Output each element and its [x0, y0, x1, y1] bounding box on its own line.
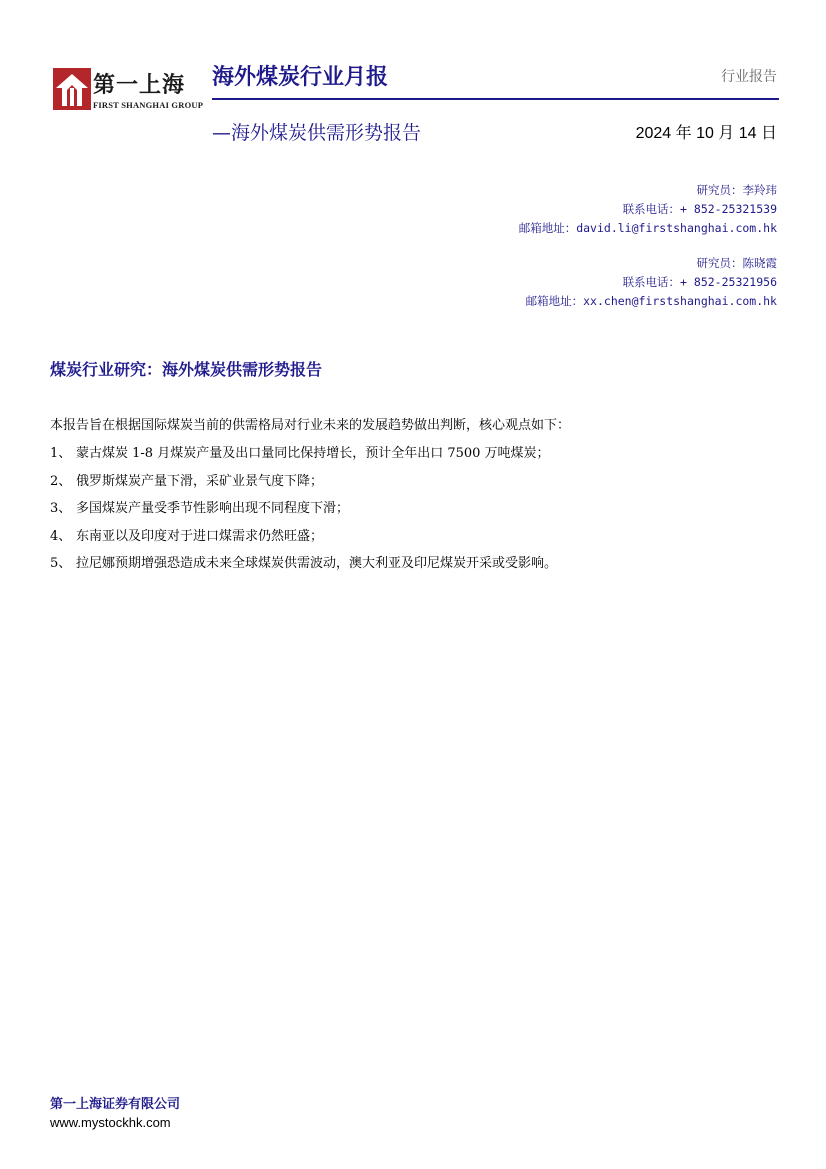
report-date: 2024 年 10 月 14 日 — [635, 125, 777, 142]
key-point-item — [50, 527, 780, 555]
report-title: 海外煤炭行业月报 — [212, 65, 389, 90]
researcher-phone: 联系电话：+ 852-25321539 — [622, 202, 777, 216]
key-point-number: 4、 — [50, 528, 72, 544]
key-point-text: 多国煤炭产量受季节性影响出现不同程度下滑； — [76, 501, 350, 516]
researcher-name: 研究员：陈晓霞 — [696, 256, 777, 270]
report-subtitle: —海外煤炭供需形势报告 — [212, 122, 422, 144]
researcher-name: 研究员：李羚玮 — [696, 183, 777, 197]
key-point-number: 3、 — [50, 501, 72, 516]
key-point-text: 俄罗斯煤炭产量下滑，采矿业景气度下降； — [76, 473, 324, 489]
key-point-item — [50, 444, 780, 472]
company-logo — [53, 68, 204, 112]
researcher-email[interactable]: 邮箱地址：xx.chen@firstshanghai.com.hk — [525, 294, 777, 308]
report-type-label: 行业报告 — [721, 69, 777, 85]
logo-english-text: FIRST SHANGHAI GROUP — [93, 100, 204, 110]
researcher-phone: 联系电话：+ 852-25321956 — [622, 275, 777, 289]
researcher-email[interactable]: 邮箱地址：david.li@firstshanghai.com.hk — [518, 221, 777, 235]
logo-chinese-text: 第一上海 — [93, 72, 186, 98]
key-point-text: 东南亚以及印度对于进口煤需求仍然旺盛； — [76, 528, 324, 544]
key-point-text: 蒙古煤炭 1-8 月煤炭产量及出口量同比保持增长，预计全年出口 7500 万吨煤炭； — [76, 446, 550, 461]
key-point-item — [50, 554, 780, 582]
key-point-item — [50, 499, 780, 527]
analyst-contact-block — [519, 181, 777, 238]
key-point-number: 2、 — [50, 473, 72, 489]
key-point-item — [50, 472, 780, 500]
section-heading: 煤炭行业研究：海外煤炭供需形势报告 — [50, 360, 323, 379]
header-divider — [212, 98, 779, 100]
key-point-number: 1、 — [50, 446, 72, 461]
first-shanghai-logo-icon — [53, 68, 91, 110]
report-body — [50, 416, 780, 582]
footer-website-link[interactable]: www.mystockhk.com — [50, 1115, 171, 1130]
intro-paragraph: 本报告旨在根据国际煤炭当前的供需格局对行业未来的发展趋势做出判断，核心观点如下： — [50, 418, 571, 433]
key-point-text: 拉尼娜预期增强恐造成未来全球煤炭供需波动，澳大利亚及印尼煤炭开采或受影响。 — [76, 556, 558, 571]
analyst-contacts — [519, 181, 777, 327]
footer-company-name: 第一上海证券有限公司 — [50, 1097, 181, 1112]
key-point-number: 5、 — [50, 556, 72, 571]
analyst-contact-block — [519, 254, 777, 311]
page-footer — [50, 1096, 180, 1132]
